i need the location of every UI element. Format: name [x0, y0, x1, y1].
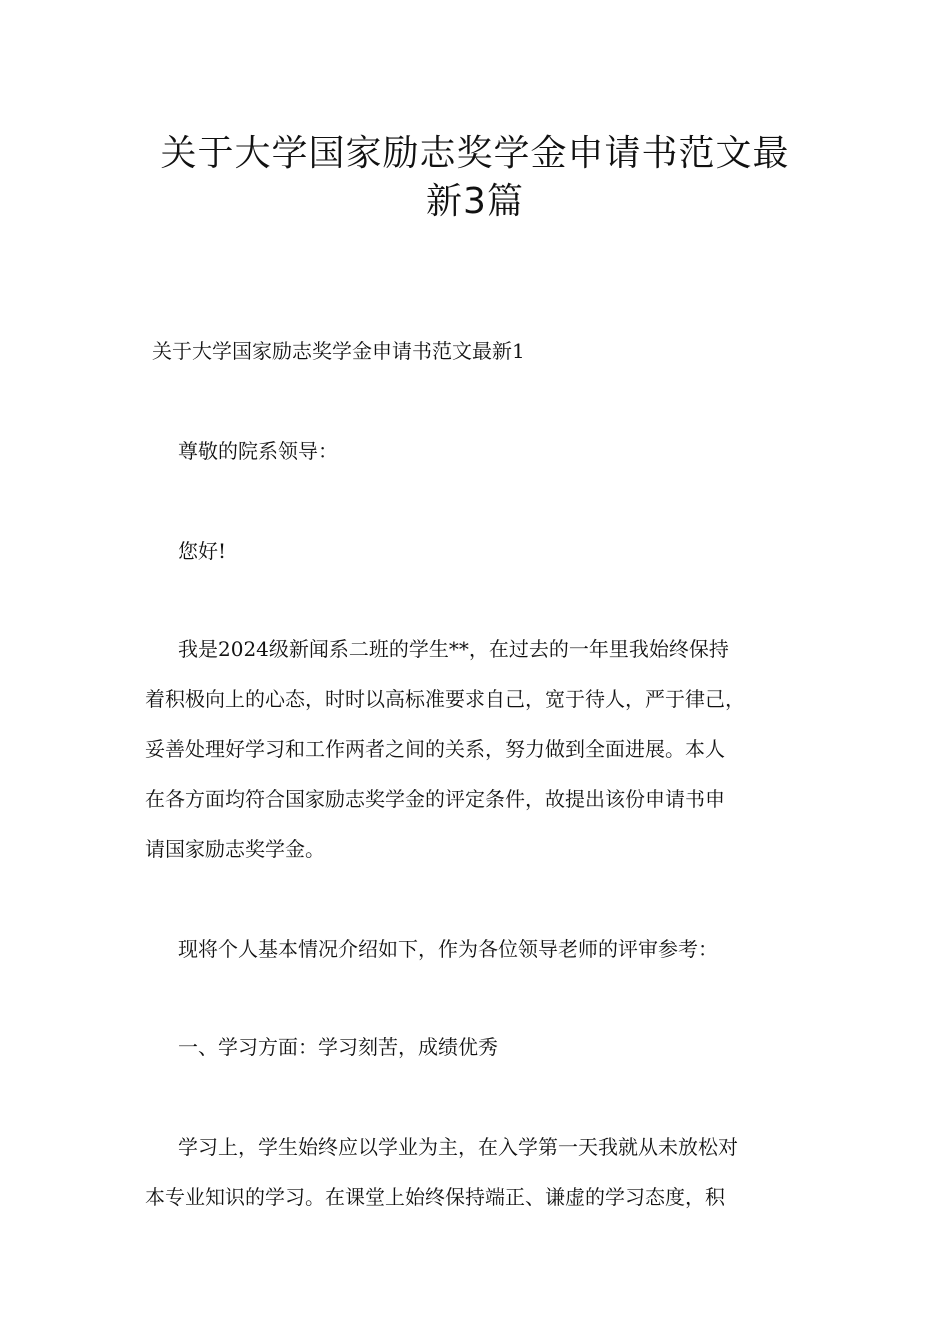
salutation: 尊敬的院系领导： [178, 439, 338, 463]
paragraph-3-line-2: 本专业知识的学习。在课堂上始终保持端正、谦虚的学习态度，积 [145, 1185, 725, 1209]
paragraph-1-line-3: 妥善处理好学习和工作两者之间的关系，努力做到全面进展。本人 [145, 737, 725, 761]
paragraph-1-line-2: 着积极向上的心态，时时以高标准要求自己，宽于待人，严于律己， [145, 687, 745, 711]
paragraph-1-line-1: 我是2024级新闻系二班的学生**，在过去的一年里我始终保持 [178, 637, 729, 661]
document-title-line-2: 新3篇 [426, 181, 524, 222]
greeting: 您好! [178, 539, 227, 563]
paragraph-3-line-1: 学习上，学生始终应以学业为主，在入学第一天我就从未放松对 [178, 1135, 738, 1159]
item-1-heading: 一、学习方面：学习刻苦，成绩优秀 [178, 1035, 498, 1059]
paragraph-1-line-4: 在各方面均符合国家励志奖学金的评定条件，故提出该份申请书申 [145, 787, 725, 811]
paragraph-2: 现将个人基本情况介绍如下，作为各位领导老师的评审参考： [178, 937, 718, 961]
section-heading: 关于大学国家励志奖学金申请书范文最新1 [152, 339, 525, 363]
document-title-line-1: 关于大学国家励志奖学金申请书范文最 [160, 133, 790, 174]
paragraph-1-line-5: 请国家励志奖学金。 [145, 837, 325, 861]
